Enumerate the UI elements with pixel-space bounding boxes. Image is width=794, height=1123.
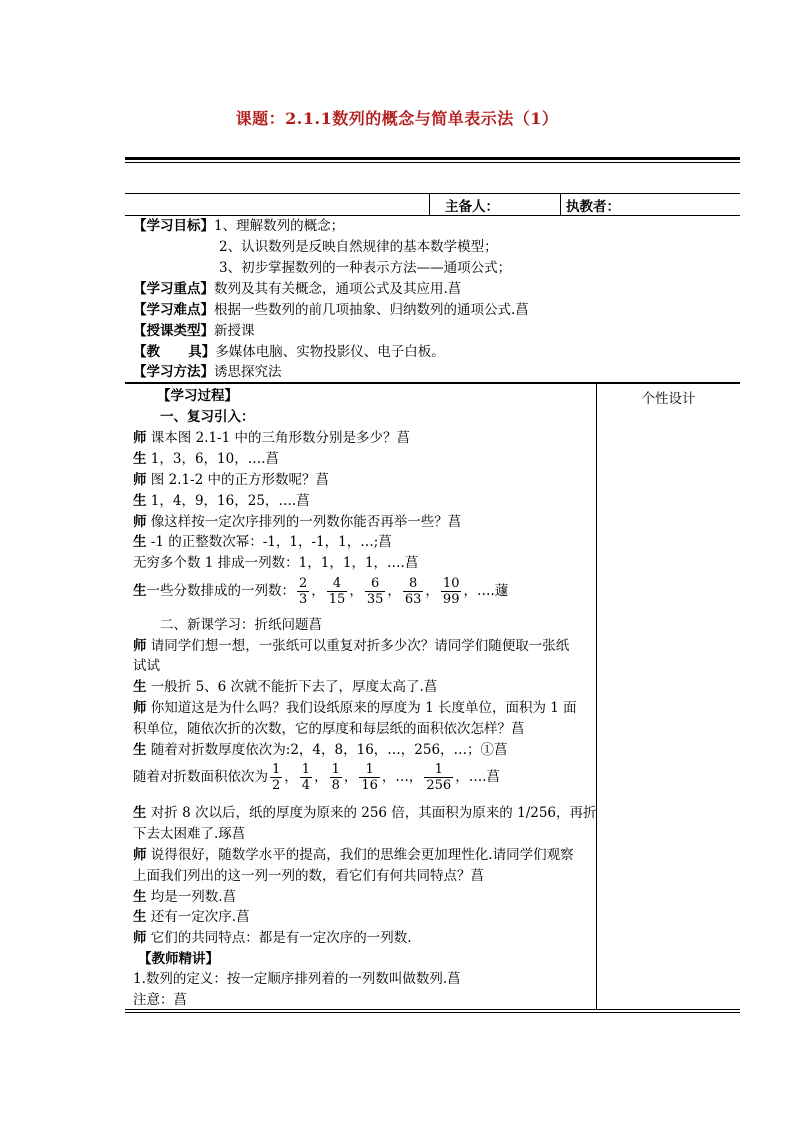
- type-text: 新授课: [214, 323, 255, 339]
- speaker: 生: [133, 493, 147, 509]
- bottom-rule-1: [125, 1009, 740, 1010]
- denominator: 256: [426, 778, 452, 793]
- numerator: 1: [331, 762, 340, 777]
- fraction: [300, 762, 312, 793]
- type-label: 【授课类型】: [133, 323, 214, 339]
- speaker: 生: [133, 451, 147, 467]
- speaker: 师: [133, 514, 147, 530]
- fraction: [424, 762, 453, 793]
- dialogue-text: 随着对折数厚度依次为:2，4，8，16，…，256，…；①菖: [146, 742, 508, 758]
- goal-item: 3、初步掌握数列的一种表示方法——通项公式；: [219, 260, 512, 276]
- speaker: 师: [133, 472, 147, 488]
- numerator: 4: [332, 576, 342, 591]
- dialogue-line: 无穷多个数 1 排成一列数：1，1，1，1，….菖: [133, 555, 419, 571]
- denominator: 35: [366, 592, 384, 607]
- dialogue-line: [133, 428, 410, 449]
- dialogue-text: 对折 8 次以后，纸的厚度为原来的 256 倍，其面积为原来的 1/256，再折: [146, 805, 597, 821]
- bottom-rule-2: [125, 1012, 740, 1013]
- fraction: [330, 762, 342, 793]
- method-row: [133, 362, 282, 383]
- dialogue-line: [133, 677, 437, 698]
- dialogue-text: 随着对折数面积依次为: [133, 769, 268, 786]
- speaker: 生: [133, 909, 147, 925]
- dialogue-text: 一些分数排成的一列数：: [146, 583, 295, 600]
- sequence-tail: ，….菖: [455, 769, 501, 786]
- tools-row: [133, 342, 445, 363]
- top-thick-rule: [125, 157, 740, 160]
- denominator: 15: [328, 592, 346, 607]
- dialogue-text: 它们的共同特点：都是有一定次序的一列数.: [146, 930, 412, 946]
- dialogue-line: [133, 470, 329, 491]
- difficulty-label: 【学习难点】: [133, 302, 214, 318]
- dialogue-line: [133, 512, 461, 533]
- speaker: 师: [133, 930, 147, 946]
- tools-text: 多媒体电脑、实物投影仪、电子白板。: [215, 344, 445, 360]
- difficulty-text: 根据一些数列的前几项抽象、归纳数列的通项公式.菖: [214, 302, 529, 318]
- goal-row: [133, 216, 344, 237]
- numerator: 1: [272, 762, 281, 777]
- dialogue-text: 像这样按一定次序排列的一列数你能否再举一些？菖: [146, 514, 462, 530]
- fraction: [297, 576, 309, 607]
- dialogue-text: 一般折 5、6 次就不能折下去了，厚度太高了.菖: [146, 679, 438, 695]
- sequence-tail: ，….蘧: [463, 583, 509, 600]
- dialogue-line: [133, 887, 236, 908]
- dialogue-line: [133, 449, 279, 470]
- dialogue-text: 说得很好，随数学水平的提高，我们的思维会更加理性化.请同学们观察: [146, 847, 574, 863]
- numerator: 8: [409, 576, 418, 591]
- process-heading: 【学习过程】: [157, 388, 238, 404]
- section-heading: 一、复习引入：: [160, 409, 255, 425]
- top-thin-rule: [125, 162, 740, 163]
- numerator: 1: [301, 762, 311, 777]
- dialogue-line: [133, 698, 577, 719]
- type-row: [133, 321, 255, 342]
- key-row: [133, 279, 461, 300]
- difficulty-row: [133, 300, 529, 321]
- goal-item: 1、理解数列的概念；: [214, 218, 345, 234]
- prepare-label: 主备人：: [445, 199, 499, 215]
- denominator: 99: [442, 592, 460, 607]
- goal-item: 2、认识数列是反映自然规律的基本数学模型；: [219, 239, 498, 255]
- fraction: [359, 762, 380, 793]
- dialogue-line: [133, 636, 569, 657]
- dialogue-text: 请同学们想一想，一张纸可以重复对折多少次？请同学们随便取一张纸: [146, 638, 570, 654]
- denominator: 3: [299, 592, 308, 607]
- fraction: [327, 576, 348, 607]
- goal-label: 【学习目标】: [133, 218, 214, 234]
- denominator: 4: [301, 778, 311, 793]
- fraction: [270, 762, 282, 793]
- definition-text: 1.数列的定义：按一定顺序排列着的一列数叫做数列.菖: [133, 971, 461, 987]
- side-column-divider: [596, 383, 597, 1010]
- teacher-label: 执教者：: [566, 199, 620, 215]
- speaker: 师: [133, 700, 147, 716]
- note-text: 注意：菖: [133, 992, 187, 1008]
- fraction: [403, 576, 424, 607]
- side-column-label: 个性设计: [641, 391, 696, 407]
- dialogue-line-continued: 积单位，随依次折的次数，它的厚度和每层纸的面积依次怎样？菖: [133, 721, 525, 737]
- numerator: 2: [299, 576, 308, 591]
- dialogue-line-continued: 下去太困难了.琢菖: [133, 826, 246, 842]
- dialogue-text: 均是一列数.菖: [146, 889, 237, 905]
- key-label: 【学习重点】: [133, 281, 214, 297]
- speaker: 生: [133, 742, 147, 758]
- denominator: 16: [361, 778, 378, 793]
- denominator: 8: [331, 778, 340, 793]
- area-sequence-line: 随着对折数面积依次为 $\frac{1}{2}$ ， $\frac{1}{4}$ ， $\frac{1}{8}$ ， $\frac{1}{16}$ ，…， $\frac{1}{256}$ ，….菖: [133, 762, 501, 793]
- method-label: 【学习方法】: [133, 364, 214, 380]
- numerator: 1: [365, 762, 374, 777]
- fraction-sequence-line: 生 一些分数排成的一列数： $\frac{2}{3}$ ， $\frac{4}{15}$ ， $\frac{6}{35}$ ， $\frac{8}{63}$ ， $\frac{10}{99}$ ，….蘧: [133, 576, 509, 607]
- dialogue-text: -1 的正整数次幂：-1，1，-1，1，…;菖: [146, 534, 392, 550]
- sequence-mid: ，…，: [381, 769, 423, 786]
- fraction: [441, 576, 462, 607]
- header-divider-1: [429, 193, 430, 215]
- speaker: 生: [133, 534, 147, 550]
- dialogue-text: 图 2.1-2 中的正方形数呢？菖: [146, 472, 329, 488]
- numerator: 10: [442, 576, 460, 591]
- numerator: 1: [434, 762, 443, 777]
- dialogue-text: 还有一定次序.菖: [146, 909, 250, 925]
- speaker: 师: [133, 430, 147, 446]
- dialogue-line-continued: 试试: [133, 658, 160, 674]
- tools-label: 【教 具】: [133, 344, 216, 360]
- page-title: 课题：2.1.1数列的概念与简单表示法（1）: [235, 109, 559, 128]
- dialogue-text: 课本图 2.1-1 中的三角形数分别是多少？菖: [146, 430, 410, 446]
- speaker: 生: [133, 889, 147, 905]
- dialogue-line: [133, 803, 597, 824]
- dialogue-text: 你知道这是为什么吗？我们设纸原来的厚度为 1 长度单位，面积为 1 面: [146, 700, 577, 716]
- speaker: 师: [133, 638, 147, 654]
- dialogue-line: [133, 845, 574, 866]
- dialogue-line: [133, 928, 412, 949]
- denominator: 2: [272, 778, 281, 793]
- dialogue-line-continued: 上面我们列出的这一列一列的数，看它们有何共同特点？菖: [133, 868, 484, 884]
- dialogue-line: [133, 740, 508, 761]
- key-text: 数列及其有关概念，通项公式及其应用.菖: [214, 281, 462, 297]
- method-text: 诱思探究法: [214, 364, 282, 380]
- dialogue-line: [133, 907, 250, 928]
- dialogue-text: 1，4，9，16，25，….菖: [146, 493, 310, 509]
- denominator: 63: [404, 592, 422, 607]
- speaker: 生: [133, 805, 147, 821]
- dialogue-line: [133, 532, 392, 553]
- section-heading: 二、新课学习：折纸问题菖: [160, 617, 322, 633]
- dialogue-line: [133, 491, 310, 512]
- table-top-line: [125, 193, 740, 194]
- speaker: 生: [133, 679, 147, 695]
- dialogue-text: 1，3，6，10，….菖: [146, 451, 280, 467]
- speaker: 师: [133, 847, 147, 863]
- teacher-explain-heading: 【教师精讲】: [138, 951, 219, 967]
- fraction: [365, 576, 386, 607]
- numerator: 6: [370, 576, 380, 591]
- header-divider-2: [560, 193, 561, 215]
- speaker: 生: [133, 583, 147, 600]
